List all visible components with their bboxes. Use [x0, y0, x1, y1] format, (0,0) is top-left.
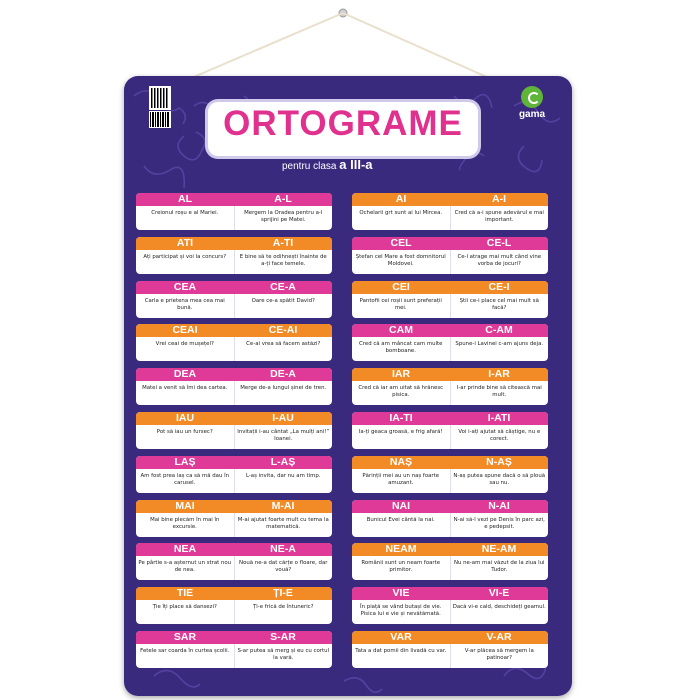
card-nas: [352, 456, 548, 493]
example-hyphenated: Ce-l atrage mai mult când vine vorba de jocuri?: [457, 253, 542, 267]
page-title: ORTOGRAME: [223, 104, 463, 143]
qr-code: [149, 86, 171, 110]
word-hyphenated: N-AȘ: [486, 455, 512, 468]
card-examples: [352, 556, 548, 580]
word-hyphenated: S-AR: [270, 631, 296, 643]
card-header: [136, 237, 332, 250]
word-joined: CEA: [173, 280, 197, 293]
example-joined: Matei a venit să îmi dea cartea.: [136, 381, 235, 405]
gama-logo: [514, 86, 550, 122]
card-ati: [136, 237, 332, 274]
example-hyphenated: I-ar prinde bine să citească mai mult.: [456, 385, 542, 399]
example-joined: Ochelarii grt sunt ai lui Mircea.: [352, 206, 451, 230]
example-hyphenated: N-aș putea spune dacă o să plouă sau nu.: [453, 472, 546, 486]
word-hyphenated: I-AR: [488, 368, 510, 381]
word-hyphenated: ȚI-E: [273, 587, 293, 600]
card-header: [352, 456, 548, 469]
card-header: [136, 193, 332, 206]
example-joined: Carla e prietena mea cea mai bună.: [136, 294, 235, 318]
card-examples: [352, 250, 548, 274]
word-hyphenated: L-AȘ: [270, 455, 296, 468]
example-joined: Mai bine plecăm în mai în excursie.: [136, 513, 235, 537]
card-dea: [136, 368, 332, 405]
example-joined: Tata a dat pomii din livadă cu var.: [352, 644, 451, 668]
card-examples: [352, 206, 548, 230]
word-hyphenated: NE-A: [270, 543, 296, 556]
example-joined: Pot să iau un fursec?: [136, 425, 235, 449]
example-joined: Vrei ceai de mușețel?: [136, 337, 235, 361]
barcode: [149, 111, 171, 128]
card-header: [136, 500, 332, 513]
example-hyphenated: Voi i-ați ajutat să câștige, nu e corect.: [458, 429, 541, 442]
gama-logo-icon: [521, 86, 543, 108]
word-joined: LAȘ: [174, 455, 196, 468]
example-hyphenated: S-ar putea să merg și eu cu cortul la vară.: [237, 648, 330, 661]
word-hyphenated: A-L: [274, 193, 292, 205]
example-hyphenated: N-ai să-l vezi pe Denis în parc azi, e pedepsit.: [453, 516, 545, 530]
card-examples: [352, 600, 548, 624]
brand-name: gama: [518, 109, 546, 120]
word-hyphenated: M-AI: [271, 499, 295, 512]
card-examples: [352, 513, 548, 537]
card-header: [136, 412, 332, 425]
word-hyphenated: C-AM: [485, 324, 513, 337]
word-hyphenated: VI-E: [488, 587, 510, 600]
word-hyphenated: V-AR: [486, 631, 512, 643]
card-examples: [136, 556, 332, 580]
word-joined: NEA: [173, 543, 197, 556]
card-iar: [352, 368, 548, 405]
card-sar: [136, 631, 332, 668]
word-hyphenated: I-ATI: [487, 412, 511, 424]
example-hyphenated: Invitații i-au cântat „La mulți ani!” Ioanei.: [237, 429, 330, 442]
card-cea: [136, 281, 332, 318]
word-hyphenated: CE-I: [488, 280, 510, 293]
card-header: [352, 281, 548, 294]
card-examples: [136, 250, 332, 274]
example-joined: Ștefan cel Mare a fost domnitorul Moldovei.: [352, 250, 451, 274]
card-examples: [136, 206, 332, 230]
card-ceai: [136, 324, 332, 361]
card-var: [352, 631, 548, 668]
card-examples: [136, 513, 332, 537]
example-hyphenated: Mergem la Oradea pentru a-l sprijini pe Matei.: [244, 210, 323, 223]
word-hyphenated: CE-AI: [268, 324, 298, 337]
card-examples: [352, 425, 548, 449]
example-joined: Pantofii cei roșii sunt preferații mei.: [352, 294, 451, 318]
card-header: [352, 368, 548, 381]
card-examples: [136, 425, 332, 449]
card-header: [136, 456, 332, 469]
word-joined: TIE: [176, 587, 194, 600]
card-header: [136, 368, 332, 381]
card-iati: [352, 412, 548, 449]
card-examples: [136, 644, 332, 668]
word-joined: IAU: [175, 412, 195, 424]
word-hyphenated: CE-A: [270, 280, 296, 293]
card-header: [352, 193, 548, 206]
card-mai: [136, 500, 332, 537]
example-joined: Cred că am mâncat cam multe bomboane.: [352, 337, 451, 361]
card-header: [352, 543, 548, 556]
card-header: [352, 631, 548, 644]
card-cel: [352, 237, 548, 274]
example-hyphenated: Dacă vi-e cald, deschideți geamul.: [452, 604, 546, 611]
example-joined: Fetele sar coarda în curtea școlii.: [136, 644, 235, 668]
word-joined: IA-TI: [389, 412, 413, 424]
card-cam: [352, 324, 548, 361]
example-joined: Românii sunt un neam foarte primitor.: [352, 556, 451, 580]
card-examples: [136, 294, 332, 318]
example-hyphenated: Ți-e frică de întuneric?: [252, 604, 314, 611]
card-vie: [352, 587, 548, 624]
word-hyphenated: DE-A: [270, 368, 296, 381]
word-joined: ATI: [176, 236, 194, 249]
word-joined: SAR: [173, 631, 197, 643]
example-joined: Am fost prea laș ca să mă dau în carusel.: [136, 469, 235, 493]
card-nai: [352, 500, 548, 537]
example-hyphenated: Nu ne-am mai văzut de la ziua lui Tudor.: [453, 560, 545, 574]
example-joined: Creionul roșu e al Mariei.: [136, 206, 235, 230]
card-header: [352, 412, 548, 425]
card-header: [136, 281, 332, 294]
word-hyphenated: NE-AM: [481, 543, 517, 556]
card-header: [352, 237, 548, 250]
subtitle-text: pentru clasa: [282, 161, 337, 172]
word-joined: AI: [395, 193, 407, 205]
card-examples: [352, 337, 548, 361]
word-hyphenated: A-I: [492, 193, 506, 205]
word-hyphenated: N-AI: [488, 499, 510, 512]
word-joined: IAR: [391, 368, 411, 381]
example-hyphenated: V-ar plăcea să mergem la patinoar?: [464, 648, 534, 661]
example-joined: Părinții mei au un naș foarte amuzant.: [352, 469, 451, 493]
example-joined: Ați participat și voi la concurs?: [136, 250, 235, 274]
example-hyphenated: Oare ce-a spătit David?: [251, 297, 315, 304]
card-iau: [136, 412, 332, 449]
word-joined: MAI: [175, 499, 195, 512]
example-joined: Ție îți place să dansezi?: [136, 600, 235, 624]
word-hyphenated: CE-L: [486, 236, 512, 249]
word-joined: NAȘ: [389, 455, 413, 468]
example-hyphenated: Spune-i Lavinei c-am ajuns deja.: [455, 341, 544, 348]
word-joined: NAI: [391, 499, 411, 512]
card-ai: [352, 193, 548, 230]
card-tie: [136, 587, 332, 624]
example-hyphenated: Cred că a-i spune adevărul e mai important.: [454, 210, 544, 223]
word-joined: NEAM: [385, 543, 417, 556]
card-examples: [352, 469, 548, 493]
example-hyphenated: Merge de-a lungul șinei de tren.: [240, 385, 327, 392]
word-joined: CEL: [390, 236, 412, 249]
word-hyphenated: I-AU: [272, 412, 294, 424]
card-neam: [352, 543, 548, 580]
word-hyphenated: A-TI: [272, 236, 294, 249]
example-hyphenated: Nouă ne-a dat cărțe o floare, dar vouă?: [239, 560, 328, 574]
word-joined: VAR: [390, 631, 412, 643]
card-examples: [136, 337, 332, 361]
card-al: [136, 193, 332, 230]
card-examples: [352, 294, 548, 318]
word-joined: CAM: [389, 324, 413, 337]
example-hyphenated: Ce-ai vrea să facem astăzi?: [246, 341, 321, 348]
example-joined: Ia-ți geaca groasă, e frig afară!: [352, 425, 451, 449]
card-nea: [136, 543, 332, 580]
card-header: [352, 324, 548, 337]
word-joined: CEI: [392, 280, 410, 293]
word-joined: DEA: [173, 368, 197, 381]
example-hyphenated: Știi ce-i place cel mai mult să facă?: [459, 297, 539, 311]
card-header: [136, 543, 332, 556]
card-header: [352, 500, 548, 513]
card-examples: [136, 469, 332, 493]
example-hyphenated: L-aș invita, dar nu am timp.: [245, 472, 321, 479]
card-examples: [352, 644, 548, 668]
word-joined: AL: [178, 193, 192, 205]
word-joined: VIE: [392, 587, 410, 600]
subtitle-grade: a III-a: [339, 157, 373, 172]
card-examples: [136, 381, 332, 405]
example-hyphenated: E bine să te odihnești înainte de a-ți face temele.: [239, 253, 327, 267]
subtitle: [282, 157, 373, 172]
title-box: [208, 102, 478, 156]
example-joined: Bunicul Evei cântă la nai.: [352, 513, 451, 537]
example-joined: În piață se vând butași de vie. Pisica lui e vie și nevătămată.: [352, 600, 451, 624]
card-header: [136, 631, 332, 644]
card-header: [136, 587, 332, 600]
example-hyphenated: M-ai ajutat foarte mult cu tema la matematică.: [237, 516, 329, 530]
card-header: [136, 324, 332, 337]
word-joined: CEAI: [172, 324, 198, 337]
card-cei: [352, 281, 548, 318]
example-joined: Pe pârtie s-a așternut un strat nou de nea.: [136, 556, 235, 580]
card-header: [352, 587, 548, 600]
card-examples: [352, 381, 548, 405]
example-joined: Cred că iar am uitat să hrănesc pisica.: [352, 381, 451, 405]
card-las: [136, 456, 332, 493]
card-examples: [136, 600, 332, 624]
